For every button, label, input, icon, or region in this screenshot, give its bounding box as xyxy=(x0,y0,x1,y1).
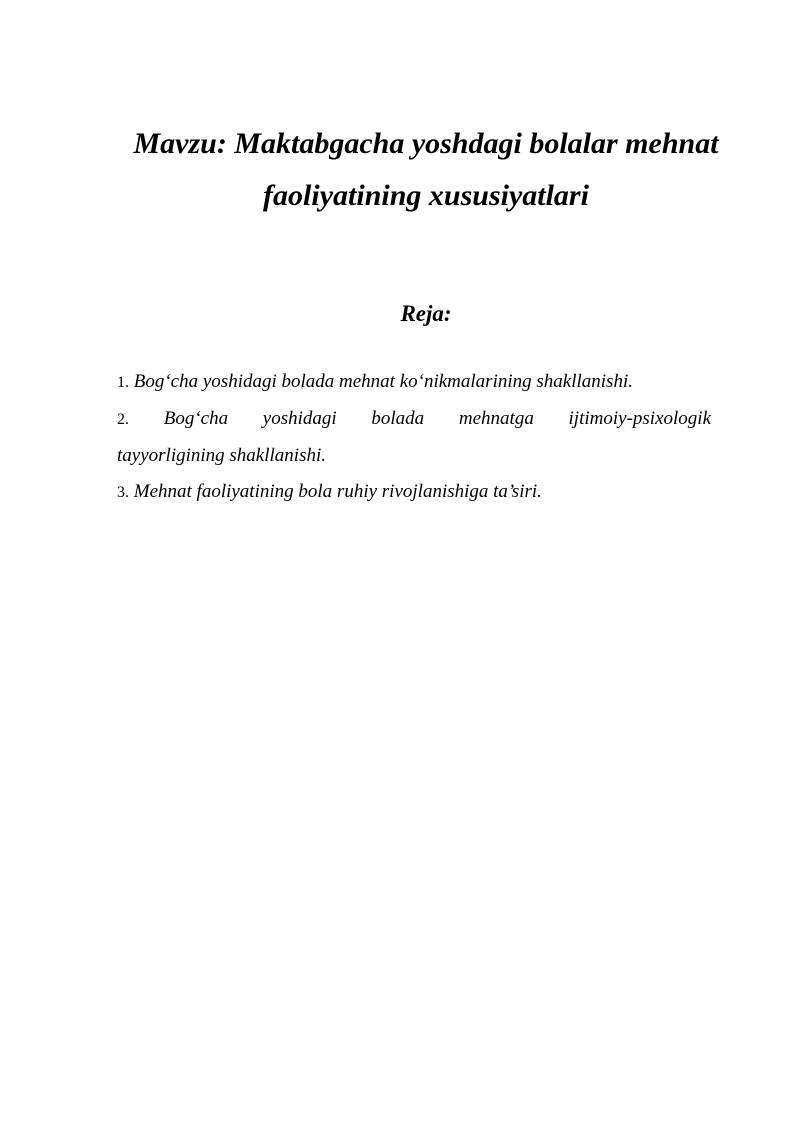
plan-item-number: 2. xyxy=(117,411,129,428)
plan-heading: Reja: xyxy=(400,301,452,326)
plan-item-text: Bog‘cha yoshidagi bolada mehnat ko‘nikmalarining shakllanishi. xyxy=(133,371,633,392)
plan-item-text-line-1: Bog‘cha yoshidagi bolada mehnatga ijtimoiy-psixologik xyxy=(163,408,712,429)
plan-item-first-line xyxy=(117,401,711,438)
plan-item-number: 1. xyxy=(117,374,129,391)
plan-item-text-line-2: tayyorligining shakllanishi. xyxy=(117,445,326,466)
title-line-1: Mavzu: Maktabgacha yoshdagi bolalar mehnat xyxy=(133,127,719,160)
plan-item-1 xyxy=(117,364,711,401)
plan-item-2 xyxy=(117,401,711,474)
plan-list xyxy=(117,364,711,511)
plan-item-text: Mehnat faoliyatining bola ruhiy rivojlanishiga ta’siri. xyxy=(133,481,542,502)
document-title xyxy=(120,118,732,222)
title-line-2: faoliyatining xususiyatlari xyxy=(263,179,589,212)
plan-item-number: 3. xyxy=(117,484,129,501)
plan-item-3 xyxy=(117,474,711,511)
